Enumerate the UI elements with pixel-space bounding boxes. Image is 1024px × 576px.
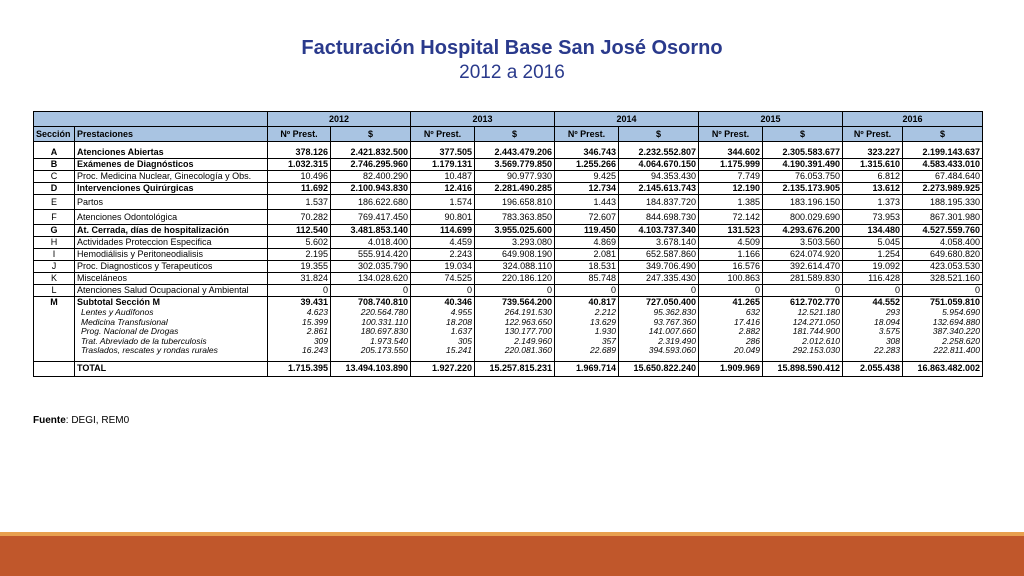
amount-cell: 5.954.690 [903, 308, 983, 318]
col-header-nprest: Nº Prest. [555, 127, 619, 142]
subtotal-detail-row [34, 337, 983, 347]
count-cell: 309 [268, 337, 331, 347]
count-cell: 1.315.610 [843, 159, 903, 171]
amount-cell: 124.271.050 [763, 318, 843, 328]
amount-cell: 1.973.540 [331, 337, 411, 347]
section-code: B [34, 159, 75, 171]
count-cell: 2.212 [555, 308, 619, 318]
amount-cell: 196.658.810 [475, 195, 555, 210]
count-cell: 16.576 [699, 261, 763, 273]
count-cell: 15.399 [268, 318, 331, 328]
table-row [34, 183, 983, 195]
amount-cell: 186.622.680 [331, 195, 411, 210]
amount-cell: 624.074.920 [763, 249, 843, 261]
count-cell: 22.283 [843, 346, 903, 356]
amount-cell: 739.564.200 [475, 297, 555, 309]
total-count-cell: 1.927.220 [411, 361, 475, 376]
count-cell: 41.265 [699, 297, 763, 309]
amount-cell: 0 [331, 285, 411, 297]
total-amount-cell: 15.650.822.240 [619, 361, 699, 376]
total-row [34, 361, 983, 376]
section-code-empty [34, 327, 75, 337]
amount-cell: 222.811.400 [903, 346, 983, 356]
count-cell: 308 [843, 337, 903, 347]
amount-cell: 2.149.960 [475, 337, 555, 347]
count-cell: 18.094 [843, 318, 903, 328]
amount-cell: 394.593.060 [619, 346, 699, 356]
amount-cell: 205.173.550 [331, 346, 411, 356]
amount-cell: 0 [763, 285, 843, 297]
amount-cell: 652.587.860 [619, 249, 699, 261]
amount-cell: 392.614.470 [763, 261, 843, 273]
amount-cell: 649.680.820 [903, 249, 983, 261]
amount-cell: 0 [475, 285, 555, 297]
section-code: M [34, 297, 75, 309]
count-cell: 22.689 [555, 346, 619, 356]
amount-cell: 94.353.430 [619, 171, 699, 183]
count-cell: 0 [555, 285, 619, 297]
count-cell: 112.540 [268, 225, 331, 237]
section-code-empty [34, 337, 75, 347]
footer-band [0, 536, 1024, 576]
amount-cell: 12.521.180 [763, 308, 843, 318]
amount-cell: 3.569.779.850 [475, 159, 555, 171]
billing-table [33, 111, 983, 377]
count-cell: 72.607 [555, 210, 619, 225]
amount-cell: 130.177.700 [475, 327, 555, 337]
year-header-blank [34, 112, 268, 127]
count-cell: 40.817 [555, 297, 619, 309]
count-cell: 1.637 [411, 327, 475, 337]
total-count-cell: 1.969.714 [555, 361, 619, 376]
year-header-row [34, 112, 983, 127]
count-cell: 2.243 [411, 249, 475, 261]
amount-cell: 324.088.110 [475, 261, 555, 273]
count-cell: 5.045 [843, 237, 903, 249]
amount-cell: 3.481.853.140 [331, 225, 411, 237]
amount-cell: 2.135.173.905 [763, 183, 843, 195]
count-cell: 134.480 [843, 225, 903, 237]
amount-cell: 3.678.140 [619, 237, 699, 249]
count-cell: 0 [699, 285, 763, 297]
amount-cell: 2.443.479.206 [475, 147, 555, 159]
col-header-monto: $ [331, 127, 411, 142]
col-header-monto: $ [763, 127, 843, 142]
count-cell: 0 [411, 285, 475, 297]
detail-name: Traslados, rescates y rondas rurales [75, 346, 268, 356]
detail-name: Lentes y Audífonos [75, 308, 268, 318]
source-label: Fuente [33, 415, 66, 426]
amount-cell: 612.702.770 [763, 297, 843, 309]
count-cell: 13.612 [843, 183, 903, 195]
amount-cell: 3.955.025.600 [475, 225, 555, 237]
year-header: 2013 [411, 112, 555, 127]
amount-cell: 708.740.810 [331, 297, 411, 309]
amount-cell: 423.053.530 [903, 261, 983, 273]
col-header-prestaciones: Prestaciones [75, 127, 268, 142]
amount-cell: 183.196.150 [763, 195, 843, 210]
col-header-nprest: Nº Prest. [268, 127, 331, 142]
count-cell: 70.282 [268, 210, 331, 225]
year-header: 2015 [699, 112, 843, 127]
count-cell: 0 [268, 285, 331, 297]
count-cell: 116.428 [843, 273, 903, 285]
amount-cell: 4.064.670.150 [619, 159, 699, 171]
amount-cell: 184.837.720 [619, 195, 699, 210]
amount-cell: 4.583.433.010 [903, 159, 983, 171]
amount-cell: 2.273.989.925 [903, 183, 983, 195]
section-code-empty [34, 318, 75, 328]
count-cell: 44.552 [843, 297, 903, 309]
billing-table-container [33, 111, 982, 377]
count-cell: 2.081 [555, 249, 619, 261]
table-row [34, 249, 983, 261]
subtotal-detail-row [34, 308, 983, 318]
table-row [34, 147, 983, 159]
col-header-nprest: Nº Prest. [411, 127, 475, 142]
count-cell: 72.142 [699, 210, 763, 225]
prestacion-name: Atenciones Salud Ocupacional y Ambiental [75, 285, 268, 297]
amount-cell: 100.331.110 [331, 318, 411, 328]
count-cell: 305 [411, 337, 475, 347]
count-cell: 4.955 [411, 308, 475, 318]
amount-cell: 4.018.400 [331, 237, 411, 249]
section-code: J [34, 261, 75, 273]
slide-title: Facturación Hospital Base San José Osorno [301, 37, 723, 59]
amount-cell: 2.145.613.743 [619, 183, 699, 195]
prestacion-name: Hemodiálisis y Peritoneodialisis [75, 249, 268, 261]
detail-name: Trat. Abreviado de la tuberculosis [75, 337, 268, 347]
amount-cell: 783.363.850 [475, 210, 555, 225]
section-code-empty [34, 308, 75, 318]
count-cell: 1.537 [268, 195, 331, 210]
subtotal-detail-row [34, 346, 983, 356]
amount-cell: 76.053.750 [763, 171, 843, 183]
amount-cell: 2.319.490 [619, 337, 699, 347]
count-cell: 85.748 [555, 273, 619, 285]
count-cell: 12.734 [555, 183, 619, 195]
amount-cell: 122.963.650 [475, 318, 555, 328]
amount-cell: 727.050.400 [619, 297, 699, 309]
table-row [34, 297, 983, 309]
count-cell: 131.523 [699, 225, 763, 237]
section-code: E [34, 195, 75, 210]
col-header-seccion: Sección [34, 127, 75, 142]
prestacion-name: Misceláneos [75, 273, 268, 285]
total-count-cell: 1.909.969 [699, 361, 763, 376]
amount-cell: 134.028.620 [331, 273, 411, 285]
col-header-nprest: Nº Prest. [843, 127, 903, 142]
col-header-monto: $ [903, 127, 983, 142]
count-cell: 18.531 [555, 261, 619, 273]
count-cell: 1.255.266 [555, 159, 619, 171]
amount-cell: 247.335.430 [619, 273, 699, 285]
amount-cell: 0 [903, 285, 983, 297]
col-header-monto: $ [619, 127, 699, 142]
amount-cell: 4.058.400 [903, 237, 983, 249]
section-code: A [34, 147, 75, 159]
table-row [34, 210, 983, 225]
count-cell: 346.743 [555, 147, 619, 159]
subtotal-detail-row [34, 318, 983, 328]
total-amount-cell: 15.898.590.412 [763, 361, 843, 376]
prestacion-name: Intervenciones Quirúrgicas [75, 183, 268, 195]
section-code: G [34, 225, 75, 237]
amount-cell: 0 [619, 285, 699, 297]
table-row [34, 159, 983, 171]
slide-subtitle: 2012 a 2016 [459, 62, 565, 83]
count-cell: 1.373 [843, 195, 903, 210]
count-cell: 293 [843, 308, 903, 318]
table-row [34, 195, 983, 210]
amount-cell: 93.767.360 [619, 318, 699, 328]
section-code-empty [34, 361, 75, 376]
section-code: I [34, 249, 75, 261]
count-cell: 1.032.315 [268, 159, 331, 171]
count-cell: 1.254 [843, 249, 903, 261]
amount-cell: 141.007.660 [619, 327, 699, 337]
count-cell: 286 [699, 337, 763, 347]
prestacion-name: At. Cerrada, días de hospitalización [75, 225, 268, 237]
count-cell: 19.355 [268, 261, 331, 273]
count-cell: 100.863 [699, 273, 763, 285]
section-code: F [34, 210, 75, 225]
prestacion-name: Actividades Proteccion Especifica [75, 237, 268, 249]
detail-name: Prog. Nacional de Drogas [75, 327, 268, 337]
amount-cell: 220.081.360 [475, 346, 555, 356]
count-cell: 0 [843, 285, 903, 297]
source-note [33, 415, 129, 426]
count-cell: 90.801 [411, 210, 475, 225]
amount-cell: 2.012.610 [763, 337, 843, 347]
count-cell: 323.227 [843, 147, 903, 159]
amount-cell: 2.100.943.830 [331, 183, 411, 195]
amount-cell: 751.059.810 [903, 297, 983, 309]
count-cell: 344.602 [699, 147, 763, 159]
amount-cell: 264.191.530 [475, 308, 555, 318]
count-cell: 11.692 [268, 183, 331, 195]
year-header: 2012 [268, 112, 411, 127]
count-cell: 74.525 [411, 273, 475, 285]
amount-cell: 328.521.160 [903, 273, 983, 285]
section-code: L [34, 285, 75, 297]
amount-cell: 3.293.080 [475, 237, 555, 249]
prestacion-name: Atenciones Abiertas [75, 147, 268, 159]
amount-cell: 281.589.830 [763, 273, 843, 285]
count-cell: 4.509 [699, 237, 763, 249]
amount-cell: 90.977.930 [475, 171, 555, 183]
amount-cell: 292.153.030 [763, 346, 843, 356]
count-cell: 5.602 [268, 237, 331, 249]
amount-cell: 867.301.980 [903, 210, 983, 225]
count-cell: 19.092 [843, 261, 903, 273]
prestacion-name: Exámenes de Diagnósticos [75, 159, 268, 171]
count-cell: 4.459 [411, 237, 475, 249]
count-cell: 16.243 [268, 346, 331, 356]
section-code: C [34, 171, 75, 183]
total-amount-cell: 16.863.482.002 [903, 361, 983, 376]
table-body [34, 142, 983, 377]
prestacion-name: Atenciones Odontológica [75, 210, 268, 225]
count-cell: 2.195 [268, 249, 331, 261]
amount-cell: 2.199.143.637 [903, 147, 983, 159]
amount-cell: 188.195.330 [903, 195, 983, 210]
count-cell: 12.190 [699, 183, 763, 195]
table-row [34, 273, 983, 285]
section-code-empty [34, 346, 75, 356]
amount-cell: 2.305.583.677 [763, 147, 843, 159]
count-cell: 378.126 [268, 147, 331, 159]
section-code: K [34, 273, 75, 285]
count-cell: 15.241 [411, 346, 475, 356]
amount-cell: 220.564.780 [331, 308, 411, 318]
amount-cell: 4.103.737.340 [619, 225, 699, 237]
amount-cell: 2.421.832.500 [331, 147, 411, 159]
count-cell: 7.749 [699, 171, 763, 183]
count-cell: 119.450 [555, 225, 619, 237]
amount-cell: 4.527.559.760 [903, 225, 983, 237]
table-row [34, 285, 983, 297]
year-header: 2014 [555, 112, 699, 127]
table-row [34, 237, 983, 249]
amount-cell: 82.400.290 [331, 171, 411, 183]
amount-cell: 2.232.552.807 [619, 147, 699, 159]
total-label: TOTAL [75, 361, 268, 376]
source-text: : DEGI, REM0 [65, 415, 130, 426]
count-cell: 10.487 [411, 171, 475, 183]
count-cell: 73.953 [843, 210, 903, 225]
count-cell: 17.416 [699, 318, 763, 328]
detail-name: Medicina Transfusional [75, 318, 268, 328]
amount-cell: 67.484.640 [903, 171, 983, 183]
count-cell: 40.346 [411, 297, 475, 309]
prestacion-name: Subtotal Sección M [75, 297, 268, 309]
col-header-monto: $ [475, 127, 555, 142]
count-cell: 377.505 [411, 147, 475, 159]
table-row [34, 171, 983, 183]
count-cell: 6.812 [843, 171, 903, 183]
count-cell: 632 [699, 308, 763, 318]
count-cell: 20.049 [699, 346, 763, 356]
total-amount-cell: 13.494.103.890 [331, 361, 411, 376]
amount-cell: 2.746.295.960 [331, 159, 411, 171]
amount-cell: 132.694.880 [903, 318, 983, 328]
count-cell: 1.166 [699, 249, 763, 261]
count-cell: 31.824 [268, 273, 331, 285]
amount-cell: 800.029.690 [763, 210, 843, 225]
amount-cell: 220.186.120 [475, 273, 555, 285]
year-header: 2016 [843, 112, 983, 127]
count-cell: 4.623 [268, 308, 331, 318]
count-cell: 1.385 [699, 195, 763, 210]
amount-cell: 649.908.190 [475, 249, 555, 261]
section-code: H [34, 237, 75, 249]
count-cell: 18.208 [411, 318, 475, 328]
amount-cell: 769.417.450 [331, 210, 411, 225]
table-row [34, 261, 983, 273]
count-cell: 13.629 [555, 318, 619, 328]
count-cell: 12.416 [411, 183, 475, 195]
count-cell: 114.699 [411, 225, 475, 237]
count-cell: 39.431 [268, 297, 331, 309]
count-cell: 19.034 [411, 261, 475, 273]
count-cell: 10.496 [268, 171, 331, 183]
prestacion-name: Proc. Diagnosticos y Terapeuticos [75, 261, 268, 273]
column-header-row [34, 127, 983, 142]
prestacion-name: Partos [75, 195, 268, 210]
subtotal-detail-row [34, 327, 983, 337]
amount-cell: 95.362.830 [619, 308, 699, 318]
count-cell: 3.575 [843, 327, 903, 337]
total-amount-cell: 15.257.815.231 [475, 361, 555, 376]
count-cell: 1.443 [555, 195, 619, 210]
count-cell: 2.882 [699, 327, 763, 337]
amount-cell: 4.190.391.490 [763, 159, 843, 171]
amount-cell: 844.698.730 [619, 210, 699, 225]
table-row [34, 225, 983, 237]
count-cell: 9.425 [555, 171, 619, 183]
count-cell: 357 [555, 337, 619, 347]
amount-cell: 180.697.830 [331, 327, 411, 337]
count-cell: 1.179.131 [411, 159, 475, 171]
total-count-cell: 1.715.395 [268, 361, 331, 376]
count-cell: 4.869 [555, 237, 619, 249]
count-cell: 1.574 [411, 195, 475, 210]
count-cell: 2.861 [268, 327, 331, 337]
amount-cell: 181.744.900 [763, 327, 843, 337]
amount-cell: 302.035.790 [331, 261, 411, 273]
total-count-cell: 2.055.438 [843, 361, 903, 376]
section-code: D [34, 183, 75, 195]
amount-cell: 4.293.676.200 [763, 225, 843, 237]
amount-cell: 349.706.490 [619, 261, 699, 273]
amount-cell: 2.258.620 [903, 337, 983, 347]
prestacion-name: Proc. Medicina Nuclear, Ginecología y Obs. [75, 171, 268, 183]
amount-cell: 555.914.420 [331, 249, 411, 261]
amount-cell: 387.340.220 [903, 327, 983, 337]
col-header-nprest: Nº Prest. [699, 127, 763, 142]
amount-cell: 2.281.490.285 [475, 183, 555, 195]
count-cell: 1.175.999 [699, 159, 763, 171]
count-cell: 1.930 [555, 327, 619, 337]
amount-cell: 3.503.560 [763, 237, 843, 249]
